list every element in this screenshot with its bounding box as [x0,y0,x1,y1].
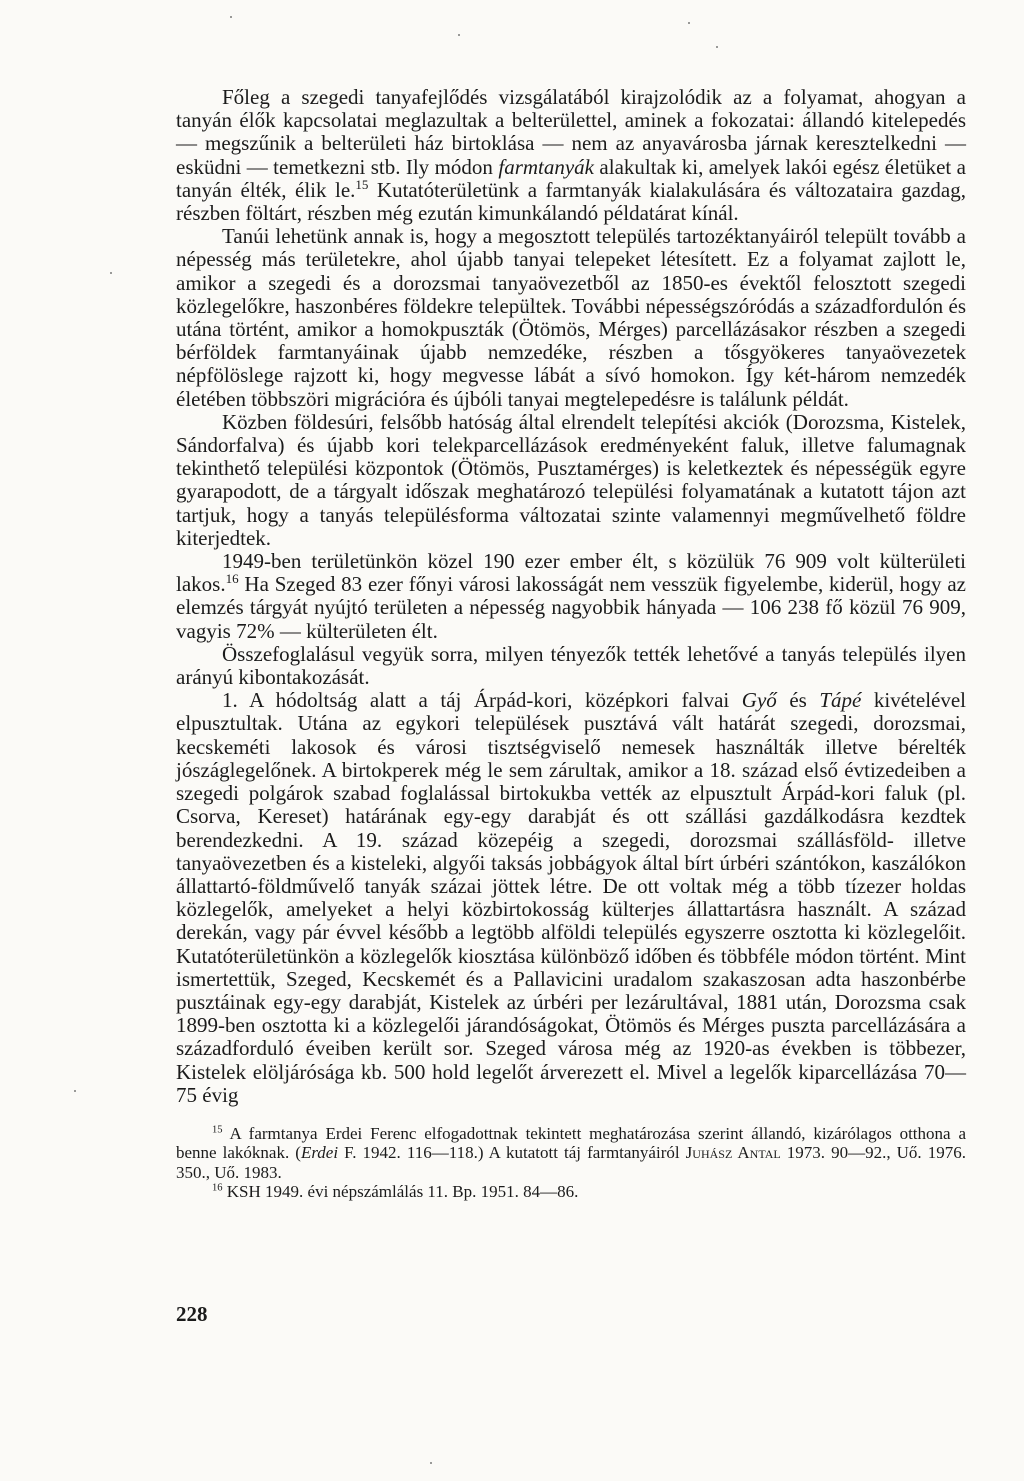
text-run: Ha Szeged 83 ezer főnyi városi lakosságát nem vesszük figyelembe, kiderül, hogy az elemzés tárgyát nyújtó területen a népesség nagyobbik hányada — 106 238 fő közül 76 909, vagyis 72% — külterületen élt. [176,572,966,643]
italic-text: Erdei [300,1143,339,1163]
text-run: 1. A hódoltság alatt a táj Árpád-kori, középkori falvai [222,688,742,713]
paragraph-point-1 [176,689,966,1107]
text-run: F. 1942. 116—118.) A kutatott táj farmtanyáiról [338,1143,686,1163]
scan-speck [110,272,112,274]
text-run: Közben földesúri, felsőbb hatóság által elrendelt telepítési akciók (Dorozsma, Kistelek, Sándorfalva) és újabb kori telekparcellázások eredményeként faluk, illetve falumagnak tekinthető települési központok (Ötömös, Pusztamérges) is keletkeztek és népességük egyre gyarapodott, de a tárgyalt időszak meghatározó települési folyamatának a kutatott tájon azt tartjuk, hogy a tanyás településforma változatai szinte valamennyi megművelhető földre kiterjedtek. [176,409,966,550]
text-run: Kutatóterületünk a farmtanyák kialakulására és változataira gazdag, részben föltárt, részben még ezután kimunkálandó példatárat kínál. [176,177,966,226]
paragraph-settlement-actions [176,411,966,550]
italic-text: Győ [741,688,777,713]
footnote-ref: 16 [225,571,239,587]
text-run: 1973. 90—92., Uő. 1976. 350., Uő. 1983. [176,1143,966,1182]
scan-speck [74,1090,76,1092]
italic-text: Tápé [819,688,862,713]
text-run: kivételével elpusztultak. Utána az egykori települések pusztává vált határát szegedi, dorozsmai, kecskeméti lakosok és városi tisztségviselő nemesek használták illetve bérelték jószáglegelőnek. A birtokperek még le sem zárultak, amikor a 18. század első évtizedeiben a szegedi polgárok szabad foglalással birtokukba vették az elpusztult Árpád-kori faluk (pl. Csorva, Kereset) határának egy-egy darabját és ott szállási gazdálkodásra kezdtek berendezkedni. A 19. század közepéig a szegedi, dorozsmai szállásföld- illetve tanyaövezetben és a kisteleki, algyői taksás jobbágyok által bírt úrbéri szántókon, kaszálókon állattartó-földművelő tanyák százai jöttek létre. De ott voltak még a több tízezer holdas közlegelők, amelyeket a helyi közbirtokosság külterjes állattartásra használt. A század derekán, vagy pár évvel később a legtöbb alföldi település egyszerre osztotta ki közlegelőit. Kutatóterületünkön a közlegelők kiosztása különböző időben és többféle módon történt. Mint ismertettük, Szeged, Kecskemét és a Pallavicini uradalom szakaszosan adta haszonbérbe pusztáinak egy-egy darabját, Kistelek az úrbéri per lezárultával, 1881 után, Dorozsma csak 1899-ben osztotta ki a közlegelői járandóságokat, Ötömös és Mérges puszta parcellázására a századforduló éveiben került sor. Szeged városa még az 1920-as években is többezer, Kistelek elöljárósága kb. 500 hold legelőt árverezett el. Mivel a legelők kiparcellázása 70—75 évig [176,688,967,1107]
scan-speck [716,46,718,48]
footnote-ref: 15 [212,1124,223,1136]
scan-speck [430,1462,432,1464]
footnote-ref: 15 [355,176,369,192]
text-run: Összefoglalásul vegyük sorra, milyen tényezők tették lehetővé a tanyás település ilyen arányú kibontakozását. [176,641,966,690]
italic-text: farmtanyák [498,154,595,179]
paragraph-population-1949 [176,550,966,643]
small-caps-text: Juhász Antal [685,1143,781,1163]
text-run: Főleg a szegedi tanyafejlődés vizsgálatából kirajzolódik az a folyamat, ahogyan a tanyán élők kapcsolatai meglazultak a belterülettel, aminek a fokozatai: állandó kitelepedés — megszűnik a belterületi ház birtoklása — nem az anyavárosba járnak keresztelkedni — esküdni — temetkezni stb. Ily módon [176,85,966,179]
footnote-ref: 16 [212,1182,223,1194]
footnotes [176,1124,966,1202]
text-run: A farmtanya Erdei Ferenc elfogadottnak tekintett meghatározása szerint állandó, kizárólagos otthona a benne lakóknak. ( [176,1123,966,1163]
text-run: Tanúi lehetünk annak is, hogy a megosztott település tartozéktanyáiról települt tovább a népesség más területekre, ahol újabb tanyai telepeket létesített. Ez a folyamat zajlott le, amikor a szegedi és a dorozsmai tanyaövezetből az 1850-es évektől felosztott szegedi közlegelőkre, haszonbéres földekre települtek. További népességszóródás a századfordulón és utána történt, amikor a homokpuszták (Ötömös, Mérges) parcellázásakor részben a szegedi bérföldek farmtanyáinak újabb nemzedéke, részben a tősgyökeres tanyaövezetek népfölöslege rajzott ki, hogy megvesse lábát a sívó homokon. Így két-három nemzedék életében többszöri migrációra és újbóli tanyai megtelepedésre is találunk példát. [176,224,966,411]
scan-speck [688,22,690,24]
scan-speck [458,34,460,36]
footnote-16 [176,1182,966,1201]
main-text [176,86,966,1107]
text-run: és [776,688,820,713]
page-number: 228 [176,1302,208,1326]
text-run: 1949-ben területünkön közel 190 ezer ember élt, s közülük 76 909 volt külterületi lakos. [176,549,966,597]
page-content [176,86,966,1202]
paragraph-migration [176,225,966,411]
scan-speck [230,16,232,18]
text-run: KSH 1949. évi népszámlálás 11. Bp. 1951. 84—86. [222,1182,579,1202]
text-run: alakultak ki, amelyek lakói egész életüket a tanyán élték, élik le. [176,154,967,202]
paragraph-farmtanyak [176,86,966,225]
paragraph-summary-intro [176,643,966,689]
footnote-15 [176,1124,966,1182]
